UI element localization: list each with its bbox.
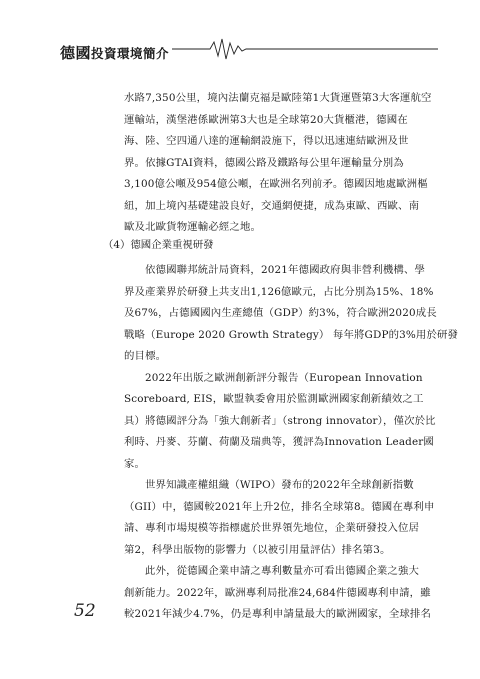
running-header <box>60 34 438 64</box>
text-line: 依德國聯邦統計局資料，2021年德國政府與非營利機構、學 <box>145 264 426 276</box>
paragraph-2 <box>124 260 459 368</box>
text-line: 紐，加上境內基礎建設良好，交通網便捷，成為東歐、西歐、南 <box>124 199 420 212</box>
text-line: 創新能力。2022年，歐洲專利局批准24,684件德國專利申請，雖 <box>124 586 431 599</box>
text-line: 的目標。 <box>124 350 167 362</box>
header-title-subject: 投資環境簡介 <box>91 46 170 61</box>
text-line: 此外，從德國企業申請之專利數量亦可看出德國企業之強大 <box>145 565 420 577</box>
paragraph-1 <box>124 88 432 239</box>
text-line: 界。依據GTAI資料，德國公路及鐵路每公里年運輸量分別為 <box>124 156 404 169</box>
text-line: Scoreboard, EIS，歐盟執委會用於監測歐洲國家創新績效之工 <box>124 393 424 405</box>
text-line: 家。 <box>124 457 146 470</box>
header-title <box>60 42 169 63</box>
text-line: 具）將德國評分為「強大創新者」（strong innovator），僅次於比 <box>124 414 436 427</box>
text-line: 戰略（Europe 2020 Growth Strategy） 每年將GDP的3%用於研發 <box>124 328 459 341</box>
text-line: 2022年出版之歐洲創新評分報告（European Innovation <box>145 371 423 384</box>
text-line: 請、專利市場規模等指標處於世界領先地位，企業研發投入位居 <box>124 522 420 534</box>
page-number: 52 <box>74 601 96 621</box>
paragraph-4 <box>124 475 435 561</box>
text-line: 水路7,350公里，境內法蘭克福是歐陸第1大貨運暨第3大客運航空 <box>124 92 432 104</box>
text-line: （GII）中，德國較2021年上升2位，排名全球第8。德國在專利申 <box>124 500 435 513</box>
text-line: 3,100億公噸及954億公噸，在歐洲名列前矛。德國因地處歐洲樞 <box>124 178 428 190</box>
paragraph-5 <box>124 561 432 626</box>
text-line: 界及產業界於研發上共支出1,126億歐元，占比分別為15%、18% <box>124 285 434 298</box>
text-line: 及67%，占德國國內生產總值（GDP）約3%，符合歐洲2020成長 <box>124 307 437 319</box>
text-line: 歐及北歐貨物運輸必經之地。 <box>124 221 262 233</box>
section-heading: （4）德國企業重視研發 <box>103 239 214 251</box>
text-line: 第2，科學出版物的影響力（以被引用量評估）排名第3。 <box>124 543 391 556</box>
header-title-country: 德國 <box>60 44 92 62</box>
text-line: 較2021年減少4.7%，仍是專利申請量最大的歐洲國家，全球排名 <box>124 608 432 620</box>
text-line: 運輸站，漢堡港係歐洲第3大也是全球第20大貨櫃港，德國在 <box>124 113 408 126</box>
main-text <box>124 88 459 626</box>
text-line: 海、陸、空四通八達的運輸網設施下，得以迅速連結歐洲及世 <box>124 135 409 147</box>
paragraph-3 <box>124 368 436 476</box>
text-line: 利時、丹麥、芬蘭、荷蘭及瑞典等，獲評為Innovation Leader國 <box>124 436 434 448</box>
text-line: 世界知識產權組織（WIPO）發布的2022年全球創新指數 <box>145 479 414 491</box>
